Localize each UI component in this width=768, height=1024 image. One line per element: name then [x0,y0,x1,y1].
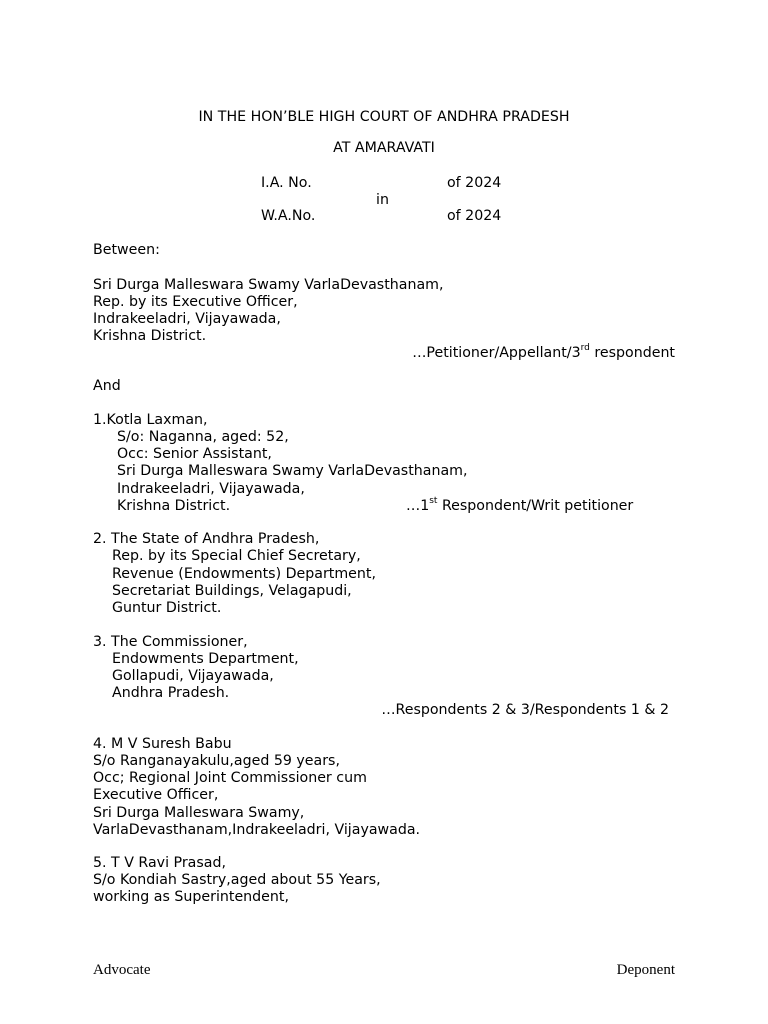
respondent-5-line: 5. T V Ravi Prasad, [93,855,226,871]
petitioner-line: Sri Durga Malleswara Swamy VarlaDevasthanam, [93,277,444,293]
advocate-label: Advocate [93,962,151,978]
and-label: And [93,378,121,394]
respondent-4-line: Sri Durga Malleswara Swamy, [93,805,305,821]
respondent-1-line: Sri Durga Malleswara Swamy VarlaDevasthanam, [117,463,468,479]
petitioner-line: Krishna District. [93,328,207,344]
respondent-4-line: S/o Ranganayakulu,aged 59 years, [93,753,340,769]
court-title: IN THE HON’BLE HIGH COURT OF ANDHRA PRADESH [198,109,570,125]
respondent-1-line: Occ: Senior Assistant, [117,446,272,462]
respondent-2-line: Guntur District. [112,600,222,616]
ordinal-suffix: st [429,496,438,507]
respondent-5-line: S/o Kondiah Sastry,aged about 55 Years, [93,872,381,888]
respondent-5-line: working as Superintendent, [93,889,289,905]
respondent-2-name: 2. The State of Andhra Pradesh, [93,531,320,547]
petitioner-line: Indrakeeladri, Vijayawada, [93,311,281,327]
respondent-3-line: Endowments Department, [112,651,299,667]
respondent-1-name: 1.Kotla Laxman, [93,412,208,428]
respondent-1-line: Indrakeeladri, Vijayawada, [117,481,305,497]
respondent-4-line: Executive Officer, [93,787,219,803]
petitioner-role: …Petitioner/Appellant/3rd respondent [412,343,675,361]
ia-number-label: I.A. No. [261,175,312,191]
respondent-3-role: …Respondents 2 & 3/Respondents 1 & 2 [381,702,669,718]
in-connector: in [376,192,389,208]
respondent-3-line: Gollapudi, Vijayawada, [112,668,274,684]
respondent-2-line: Secretariat Buildings, Velagapudi, [112,583,352,599]
respondent-2-line: Revenue (Endowments) Department, [112,566,376,582]
petitioner-line: Rep. by its Executive Officer, [93,294,298,310]
respondent-4-line: 4. M V Suresh Babu [93,736,232,752]
respondent-2-line: Rep. by its Special Chief Secretary, [112,548,361,564]
respondent-3-line: Andhra Pradesh. [112,685,230,701]
court-place: AT AMARAVATI [333,140,435,156]
respondent-4-line: Occ; Regional Joint Commissioner cum [93,770,367,786]
wa-year: of 2024 [447,208,502,224]
ia-year: of 2024 [447,175,502,191]
deponent-label: Deponent [616,962,675,978]
ordinal-suffix: rd [580,343,590,354]
respondent-1-line: S/o: Naganna, aged: 52, [117,429,289,445]
respondent-1-line: Krishna District. [117,498,231,514]
wa-number-label: W.A.No. [261,208,316,224]
respondent-3-name: 3. The Commissioner, [93,634,248,650]
between-label: Between: [93,242,160,258]
respondent-4-line: VarlaDevasthanam,Indrakeeladri, Vijayawada. [93,822,421,838]
respondent-1-role: …1st Respondent/Writ petitioner [406,496,634,514]
